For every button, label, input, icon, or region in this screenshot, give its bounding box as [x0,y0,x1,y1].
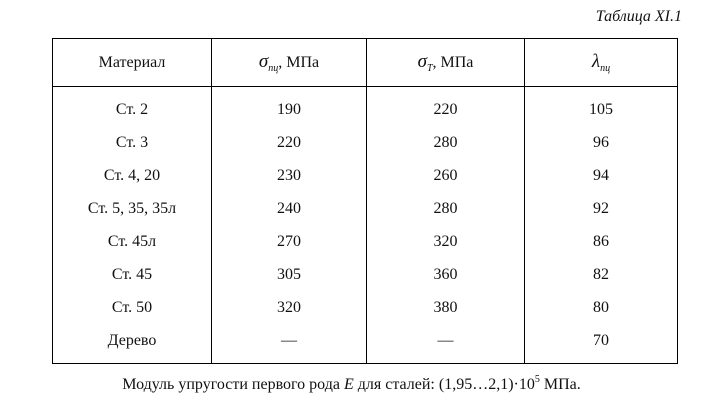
cell-sigma-pc: — [212,324,367,364]
cell-lambda-pc: 94 [525,159,678,192]
sigma-t-subscript: Т [426,63,433,74]
table-caption: Таблица XI.1 [595,8,682,25]
lambda-symbol: λ [591,51,601,72]
cell-material: Ст. 45 [111,265,153,283]
cell-sigma-pc: 320 [212,291,367,324]
cell-sigma-pc: 240 [212,192,367,225]
cell-lambda-pc: 96 [525,126,678,159]
header-lambda-pc [525,39,678,87]
cell-sigma-t: 280 [367,192,525,225]
sigma-symbol: σ [417,51,427,72]
cell-material: Ст. 5, 35, 35л [87,199,177,217]
materials-table [52,38,678,364]
cell-sigma-t: — [367,324,525,364]
cell-lambda-pc: 105 [525,87,678,127]
cell-sigma-t: 280 [367,126,525,159]
table-row [53,159,678,192]
table-header-row [53,39,678,87]
cell-lambda-pc: 70 [525,324,678,364]
header-material: Материал [53,39,212,87]
cell-sigma-pc: 230 [212,159,367,192]
cell-lambda-pc: 80 [525,291,678,324]
sigma-pc-subscript: пц [268,63,279,74]
sigma-pc-unit: , МПа [278,54,320,71]
table-row [53,258,678,291]
cell-material: Дерево [107,331,157,349]
lambda-pc-subscript: пц [600,63,611,74]
cell-material: Ст. 45л [107,232,157,250]
cell-lambda-pc: 82 [525,258,678,291]
cell-sigma-pc: 270 [212,225,367,258]
table-row [53,225,678,258]
cell-sigma-pc: 190 [212,87,367,127]
cell-sigma-t: 360 [367,258,525,291]
footnote-text-middle: для сталей: (1,95…2,1)·10 [353,376,535,393]
cell-material: Ст. 2 [115,100,149,118]
footnote-exponent: 5 [534,374,540,385]
cell-material: Ст. 3 [115,133,149,151]
cell-lambda-pc: 86 [525,225,678,258]
table-row [53,192,678,225]
cell-material: Ст. 4, 20 [103,166,161,184]
cell-sigma-t: 320 [367,225,525,258]
header-sigma-t [367,39,525,87]
table-row [53,87,678,127]
table-row [53,126,678,159]
footnote [0,374,703,394]
footnote-symbol-e: E [343,376,354,393]
table-row [53,324,678,364]
cell-sigma-pc: 305 [212,258,367,291]
cell-sigma-t: 380 [367,291,525,324]
cell-material: Ст. 50 [111,298,153,316]
footnote-text-after: МПа. [539,376,581,393]
cell-lambda-pc: 92 [525,192,678,225]
sigma-symbol: σ [258,51,269,72]
sigma-t-unit: , МПа [432,54,474,71]
header-sigma-pc [212,39,367,87]
table-row [53,291,678,324]
cell-sigma-t: 220 [367,87,525,127]
cell-sigma-pc: 220 [212,126,367,159]
footnote-text-before: Модуль упругости первого рода [122,376,344,393]
cell-sigma-t: 260 [367,159,525,192]
